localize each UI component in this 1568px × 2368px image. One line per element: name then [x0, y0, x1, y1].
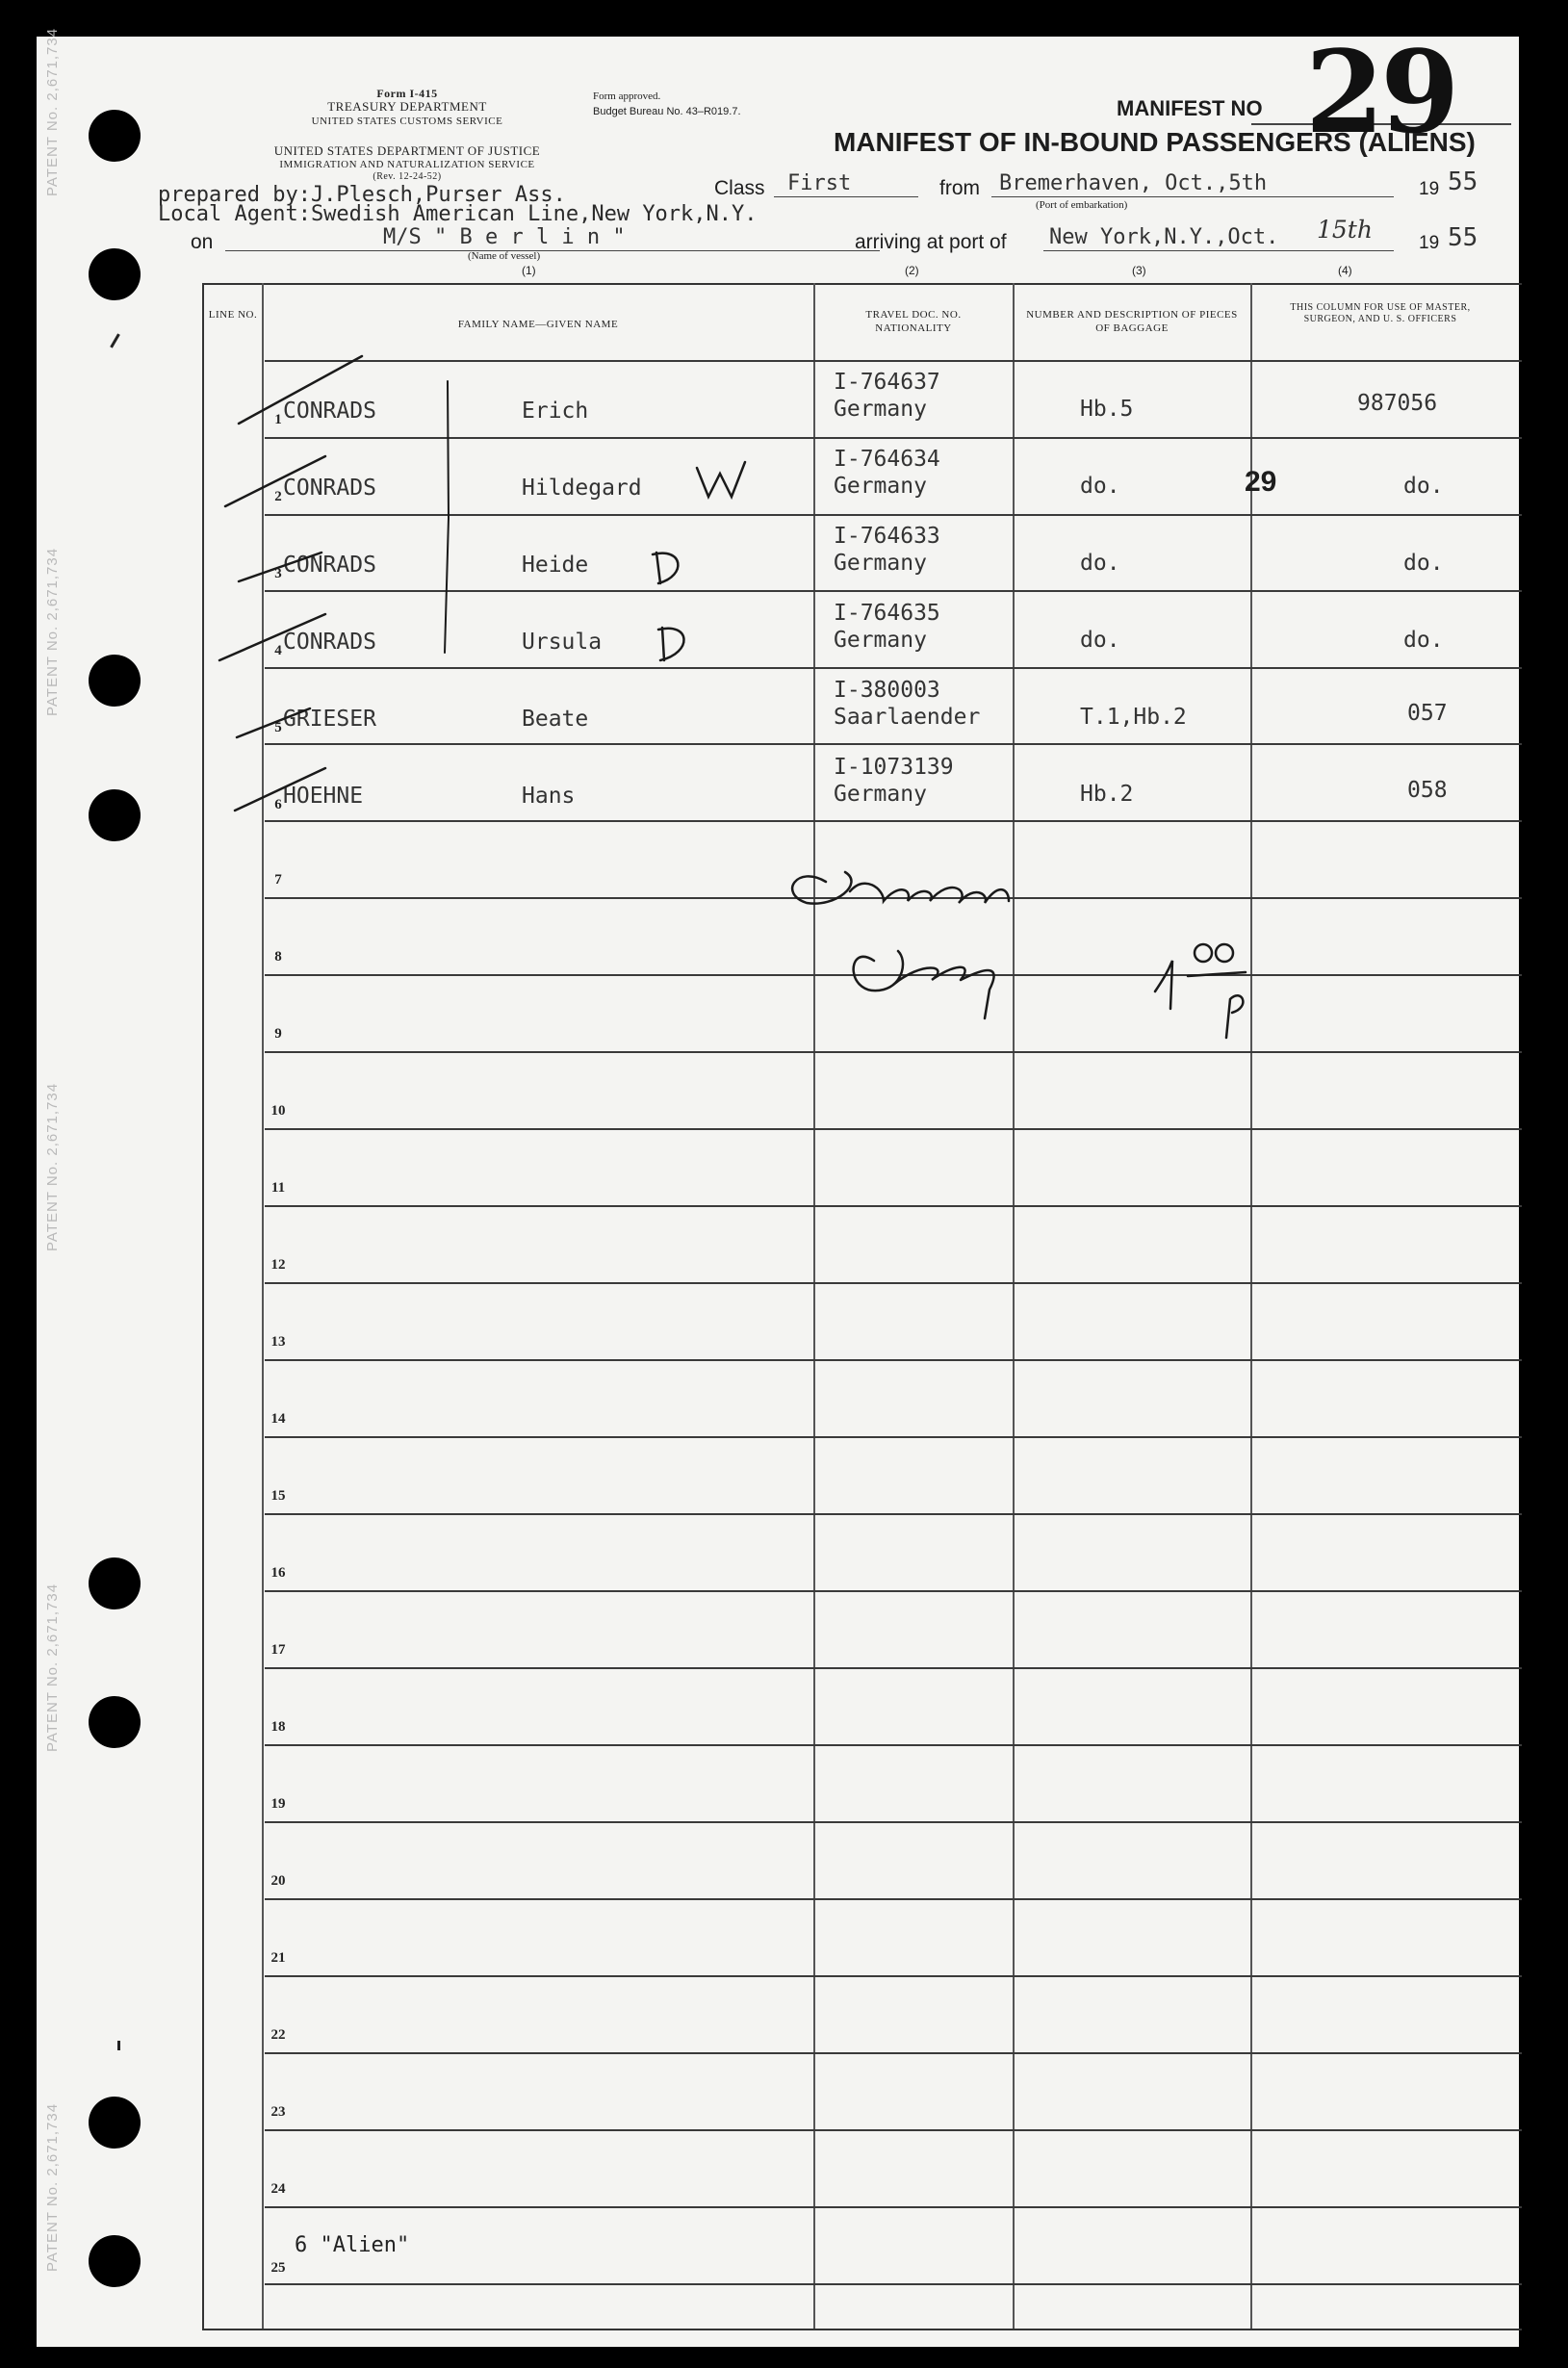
- col-header-baggage: NUMBER AND DESCRIPTION OF PIECES OF BAGGAGE: [1026, 309, 1238, 334]
- binder-hole: [89, 248, 141, 300]
- form-approved: Form approved.: [593, 90, 661, 102]
- vessel-name: M/S " B e r l i n ": [383, 225, 626, 249]
- prepared-by: prepared by:J.Plesch,Purser Ass.: [158, 183, 566, 207]
- officers-note: do.: [1403, 628, 1444, 653]
- arrival-year: 55: [1448, 223, 1478, 252]
- line-number: 6: [274, 797, 282, 812]
- col-header-travel-doc: TRAVEL DOC. NO. NATIONALITY: [865, 309, 962, 334]
- patent-margin-text: PATENT No. 2,671,734: [44, 27, 61, 196]
- line-number: 11: [270, 1180, 286, 1196]
- fraction-p: [1226, 995, 1243, 1038]
- check-mark-row-2: [225, 456, 325, 506]
- line-number: 13: [270, 1334, 286, 1350]
- given-name: Beate: [522, 707, 589, 732]
- manifest-number: 29: [1305, 25, 1456, 159]
- baggage: T.1,Hb.2: [1080, 705, 1187, 730]
- line-number: 22: [270, 2027, 286, 2043]
- check-mark-row-6: [235, 768, 325, 811]
- col-header-line-no: LINE NO.: [208, 309, 258, 321]
- family-name: CONRADS: [283, 553, 376, 578]
- alien-total: 6 "Alien": [295, 2233, 410, 2257]
- col-number-2: (2): [905, 264, 919, 277]
- budget-bureau: Budget Bureau No. 43–R019.7.: [593, 106, 741, 117]
- vessel-caption: (Name of vessel): [468, 250, 541, 262]
- travel-doc-no: I-764637: [834, 370, 940, 395]
- page-title: MANIFEST OF IN-BOUND PASSENGERS (ALIENS): [834, 127, 1476, 157]
- officers-note: do.: [1403, 551, 1444, 576]
- binder-hole: [89, 2235, 141, 2287]
- year-value: 55: [1448, 167, 1478, 196]
- baggage: do.: [1080, 474, 1120, 499]
- patent-margin-text: PATENT No. 2,671,734: [44, 2102, 61, 2272]
- manifest-sheet: [37, 25, 1519, 2347]
- year-prefix: 19: [1419, 179, 1440, 199]
- revision-date: (Rev. 12-24-52): [373, 171, 442, 182]
- baggage: do.: [1080, 551, 1120, 576]
- embarkation-caption: (Port of embarkation): [1036, 199, 1128, 211]
- line-number: 20: [270, 1873, 286, 1889]
- margin-tick: [117, 2041, 120, 2050]
- class-value: First: [787, 171, 852, 195]
- col-number-3: (3): [1132, 264, 1146, 277]
- travel-doc-no: I-1073139: [834, 755, 954, 780]
- local-agent: Local Agent:Swedish American Line,New York,N.Y.: [158, 202, 758, 226]
- officers-note: 987056: [1357, 391, 1438, 416]
- travel-doc-no: I-380003: [834, 678, 940, 703]
- patent-margin-text: PATENT No. 2,671,734: [44, 1583, 61, 1752]
- nationality: Germany: [834, 782, 927, 807]
- check-mark-row-4: [219, 614, 325, 660]
- line-number: 25: [270, 2260, 286, 2276]
- line-number: 9: [274, 1026, 282, 1042]
- ins-service: IMMIGRATION AND NATURALIZATION SERVICE: [279, 159, 535, 170]
- line-number: 4: [274, 643, 282, 658]
- on-label: on: [191, 231, 214, 253]
- patent-margin-text: PATENT No. 2,671,734: [44, 547, 61, 716]
- col-header-name: FAMILY NAME—GIVEN NAME: [457, 319, 619, 330]
- line-number: 8: [274, 949, 282, 965]
- line-number: 7: [274, 872, 282, 888]
- fraction-one: [1155, 961, 1172, 1009]
- given-name: Hans: [522, 784, 576, 809]
- line-number: 15: [270, 1488, 286, 1504]
- line-number: 19: [270, 1796, 286, 1812]
- line-number: 5: [274, 720, 282, 735]
- from-label: from: [939, 177, 980, 199]
- nationality: Germany: [834, 551, 927, 576]
- family-name: CONRADS: [283, 630, 376, 655]
- nationality: Germany: [834, 474, 927, 499]
- handwritten-w-mark: [697, 462, 745, 497]
- travel-doc-no: I-764634: [834, 447, 940, 472]
- handwritten-d-mark-row4: [658, 628, 684, 660]
- line-number: 18: [270, 1719, 286, 1735]
- family-name: HOEHNE: [283, 784, 364, 809]
- check-mark-row-5: [237, 708, 310, 737]
- line-number: 24: [270, 2181, 286, 2197]
- given-name: Erich: [522, 399, 589, 424]
- line-number: 16: [270, 1565, 286, 1581]
- travel-doc-no: I-764635: [834, 601, 940, 626]
- baggage: do.: [1080, 628, 1120, 653]
- treasury-dept: TREASURY DEPARTMENT: [327, 99, 487, 114]
- col-number-1: (1): [522, 264, 536, 277]
- manifest-no-label: MANIFEST NO: [1117, 96, 1263, 120]
- family-name: CONRADS: [283, 399, 376, 424]
- handwritten-d-mark-row3: [653, 553, 678, 583]
- patent-margin-text: PATENT No. 2,671,734: [44, 1082, 61, 1251]
- family-bracket-line: [445, 381, 449, 653]
- line-number: 14: [270, 1411, 286, 1427]
- line-number: 1: [274, 412, 282, 427]
- binder-hole: [89, 110, 141, 162]
- binder-hole: [89, 1696, 141, 1748]
- class-label: Class: [714, 177, 765, 199]
- baggage: Hb.2: [1080, 782, 1134, 807]
- form-number: Form I-415: [376, 87, 438, 100]
- binder-hole: [89, 2097, 141, 2149]
- officers-note: 057: [1407, 701, 1448, 726]
- arrival-port: New York,N.Y.,Oct.: [1049, 225, 1279, 249]
- arrival-year-prefix: 19: [1419, 233, 1440, 253]
- col-number-4: (4): [1338, 264, 1352, 277]
- baggage: Hb.5: [1080, 397, 1134, 422]
- line-number: 21: [270, 1950, 286, 1966]
- line-number: 17: [270, 1642, 286, 1658]
- line-number: 10: [270, 1103, 286, 1119]
- given-name: Hildegard: [522, 476, 642, 501]
- line-number: 2: [274, 489, 282, 504]
- check-mark-row-3: [239, 553, 321, 581]
- nationality: Saarlaender: [834, 705, 981, 730]
- arrival-day-handwritten: 15th: [1317, 216, 1373, 244]
- nationality: Germany: [834, 397, 927, 422]
- arriving-label: arriving at port of: [855, 231, 1007, 253]
- family-name: GRIESER: [283, 707, 376, 732]
- binder-hole: [89, 655, 141, 707]
- travel-doc-no: I-764633: [834, 524, 940, 549]
- check-mark-row-1: [239, 356, 362, 424]
- handwritten-marks: [37, 37, 1519, 2347]
- given-name: Heide: [522, 553, 589, 578]
- binder-hole: [89, 789, 141, 841]
- line-number: 3: [274, 566, 282, 581]
- family-name: CONRADS: [283, 476, 376, 501]
- line-number: 12: [270, 1257, 286, 1273]
- col-header-officers: THIS COLUMN FOR USE OF MASTER, SURGEON, AND U. S. OFFICERS: [1290, 302, 1471, 324]
- officers-note: do.: [1403, 474, 1444, 499]
- binder-hole: [89, 1557, 141, 1609]
- stamp-number: 29: [1245, 466, 1277, 498]
- line-number: 23: [270, 2104, 286, 2120]
- embarkation-value: Bremerhaven, Oct.,5th: [999, 171, 1268, 195]
- customs-service: UNITED STATES CUSTOMS SERVICE: [311, 116, 503, 127]
- nationality: Germany: [834, 628, 927, 653]
- justice-dept: UNITED STATES DEPARTMENT OF JUSTICE: [273, 143, 541, 158]
- given-name: Ursula: [522, 630, 603, 655]
- officers-note: 058: [1407, 778, 1448, 803]
